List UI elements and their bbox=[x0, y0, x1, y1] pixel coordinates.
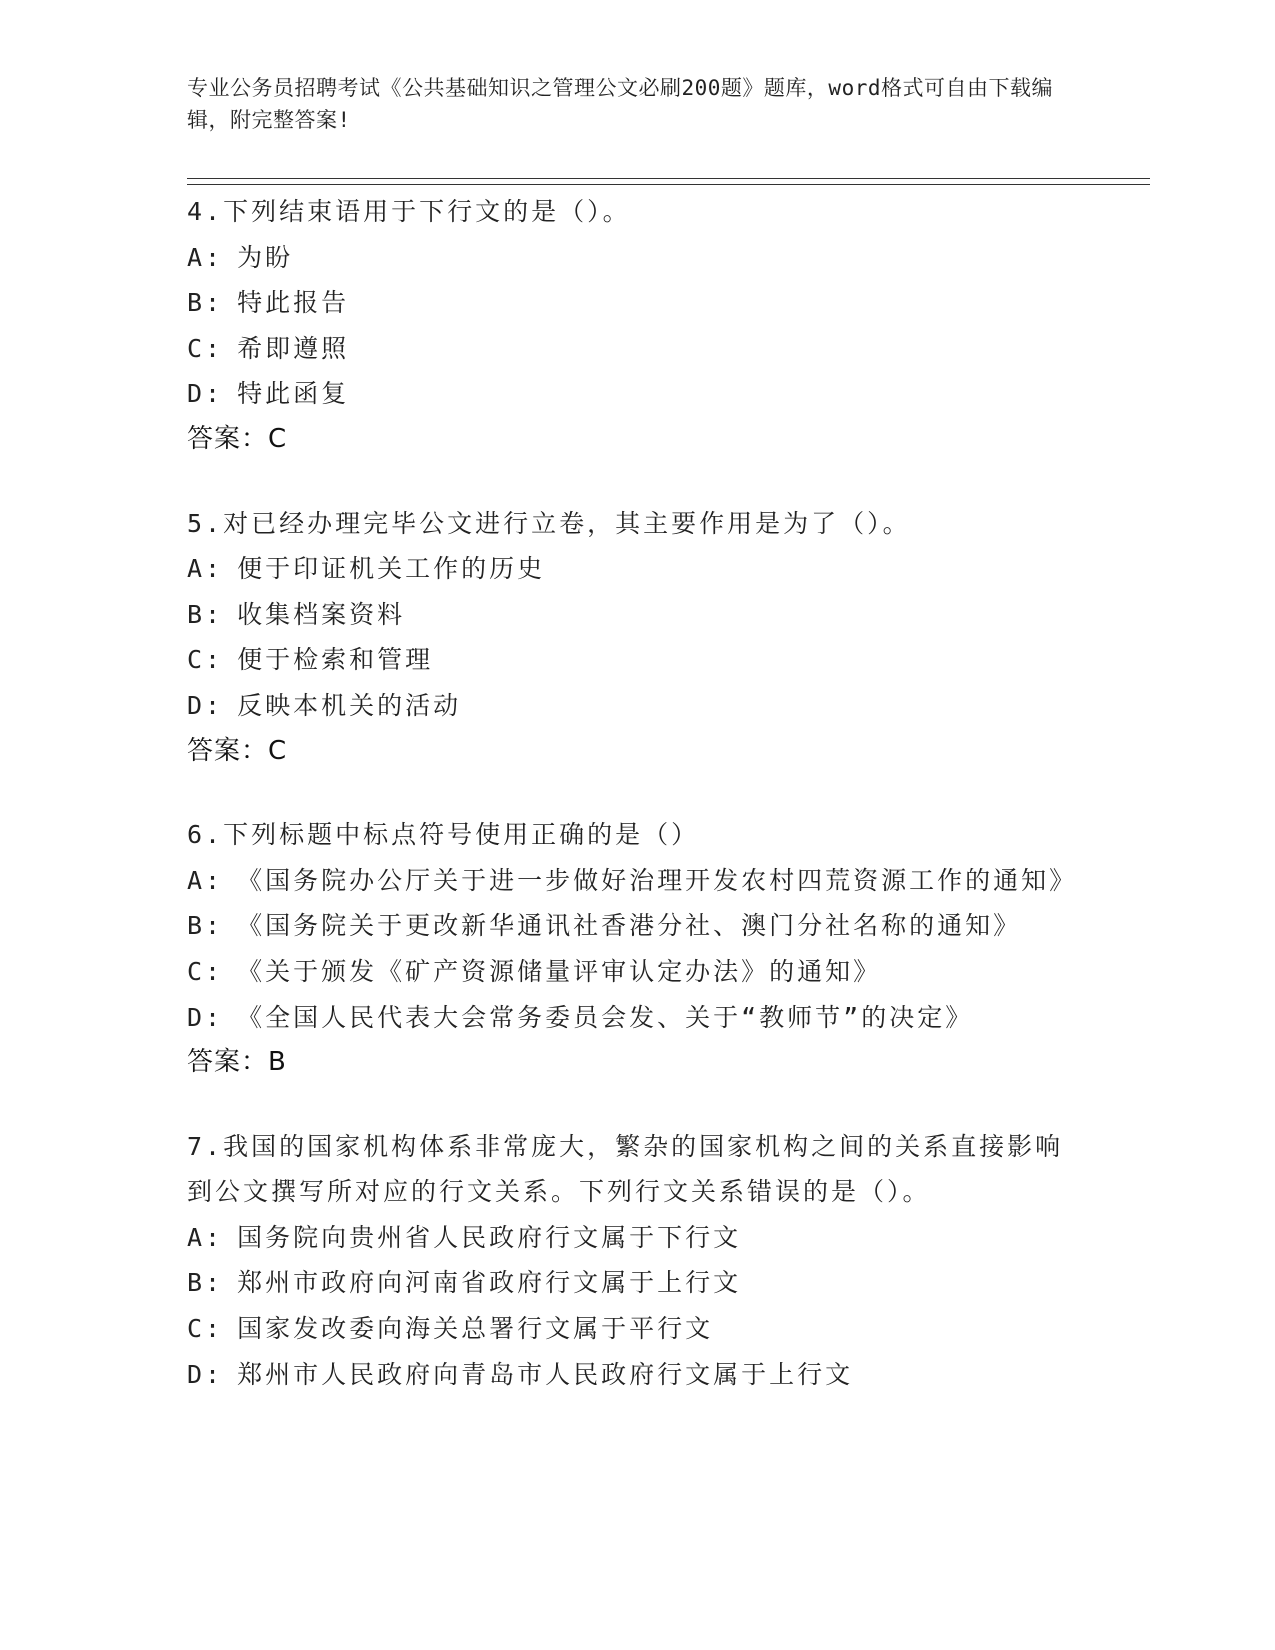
option-text: 便于检索和管理 bbox=[237, 645, 434, 675]
option-label: A: bbox=[187, 865, 224, 895]
option-a bbox=[187, 858, 1087, 904]
option-label: B: bbox=[187, 911, 224, 941]
option-d bbox=[187, 1352, 1087, 1398]
option-a bbox=[187, 546, 1087, 592]
question-item bbox=[187, 189, 1087, 463]
option-c bbox=[187, 326, 1087, 372]
option-label: D: bbox=[187, 1359, 224, 1389]
option-text: 希即遵照 bbox=[237, 333, 350, 363]
option-d bbox=[187, 371, 1087, 417]
header-divider-bottom bbox=[187, 184, 1150, 185]
option-text: 反映本机关的活动 bbox=[237, 690, 462, 720]
option-label: C: bbox=[187, 333, 224, 363]
option-a bbox=[187, 1215, 1087, 1261]
option-label: C: bbox=[187, 1314, 224, 1344]
option-text: 便于印证机关工作的历史 bbox=[237, 554, 546, 584]
option-text: 特此函复 bbox=[237, 379, 350, 409]
question-item bbox=[187, 501, 1087, 775]
option-b bbox=[187, 280, 1087, 326]
option-c bbox=[187, 637, 1087, 683]
question-list bbox=[187, 189, 1087, 1435]
question-item bbox=[187, 812, 1087, 1086]
option-label: B: bbox=[187, 599, 224, 629]
option-label: C: bbox=[187, 956, 224, 986]
option-c bbox=[187, 1306, 1087, 1352]
question-item bbox=[187, 1124, 1087, 1398]
answer-line: 答案：B bbox=[187, 1047, 287, 1078]
option-label: A: bbox=[187, 1222, 224, 1252]
question-stem: 7.我国的国家机构体系非常庞大，繁杂的国家机构之间的关系直接影响到公文撰写所对应的行文关系。下列行文关系错误的是（）。 bbox=[187, 1131, 1064, 1207]
option-b bbox=[187, 592, 1087, 638]
answer-line: 答案：C bbox=[187, 735, 288, 766]
option-b bbox=[187, 1260, 1087, 1306]
option-label: A: bbox=[187, 242, 224, 272]
option-text: 特此报告 bbox=[237, 288, 350, 318]
option-text: 收集档案资料 bbox=[237, 599, 406, 629]
answer-line: 答案：C bbox=[187, 423, 288, 454]
option-label: B: bbox=[187, 288, 224, 318]
option-label: D: bbox=[187, 1002, 224, 1032]
option-d bbox=[187, 995, 1087, 1041]
question-stem: 6.下列标题中标点符号使用正确的是（） bbox=[187, 820, 700, 850]
option-label: A: bbox=[187, 554, 224, 584]
option-text: 为盼 bbox=[237, 242, 294, 272]
document-header: 专业公务员招聘考试《公共基础知识之管理公文必刷200题》题库，word格式可自由下载编辑，附完整答案! bbox=[187, 76, 1053, 132]
option-b bbox=[187, 903, 1087, 949]
option-text: 郑州市人民政府向青岛市人民政府行文属于上行文 bbox=[237, 1359, 854, 1389]
option-text: 郑州市政府向河南省政府行文属于上行文 bbox=[237, 1268, 742, 1298]
option-text: 《国务院关于更改新华通讯社香港分社、澳门分社名称的通知》 bbox=[237, 911, 1022, 941]
option-text: 《全国人民代表大会常务委员会发、关于“教师节”的决定》 bbox=[237, 1002, 974, 1032]
question-stem: 5.对已经办理完毕公文进行立卷，其主要作用是为了（）。 bbox=[187, 508, 911, 538]
option-text: 《关于颁发《矿产资源储量评审认定办法》的通知》 bbox=[237, 956, 882, 986]
question-stem: 4.下列结束语用于下行文的是（）。 bbox=[187, 197, 631, 226]
option-label: D: bbox=[187, 379, 224, 409]
option-label: D: bbox=[187, 690, 224, 720]
option-label: B: bbox=[187, 1268, 224, 1298]
option-a bbox=[187, 235, 1087, 281]
option-c bbox=[187, 949, 1087, 995]
option-text: 国务院向贵州省人民政府行文属于下行文 bbox=[237, 1222, 742, 1252]
option-text: 《国务院办公厅关于进一步做好治理开发农村四荒资源工作的通知》 bbox=[237, 865, 1078, 895]
header-divider-top bbox=[187, 178, 1150, 179]
option-label: C: bbox=[187, 645, 224, 675]
option-text: 国家发改委向海关总署行文属于平行文 bbox=[237, 1314, 714, 1344]
option-d bbox=[187, 683, 1087, 729]
